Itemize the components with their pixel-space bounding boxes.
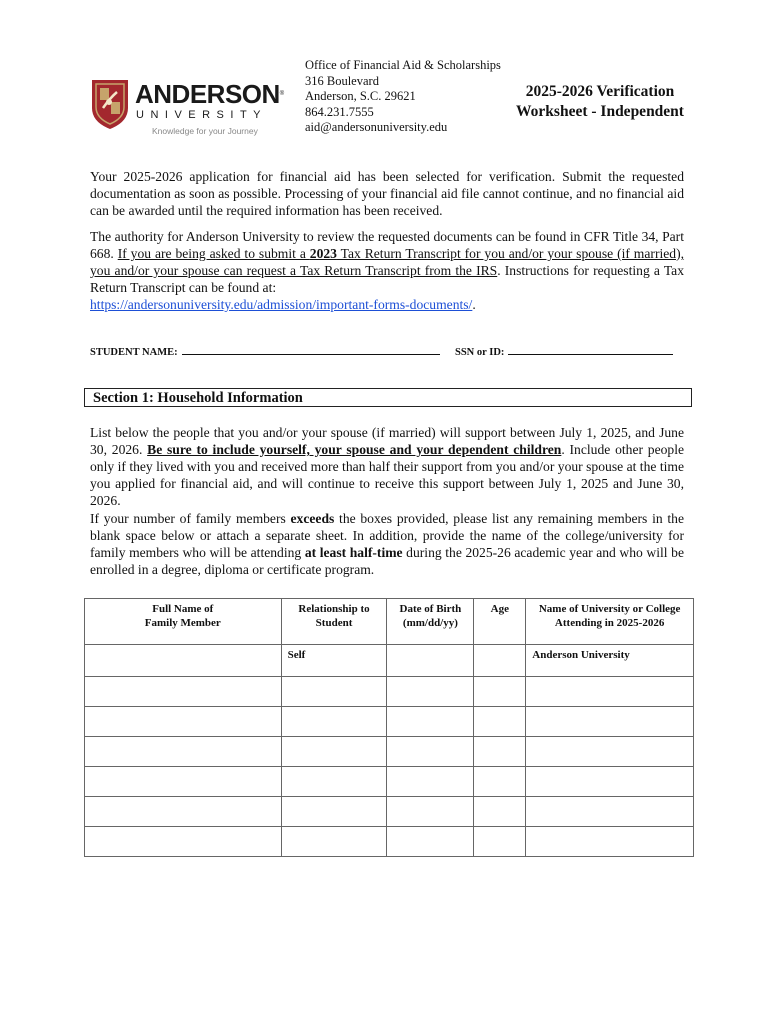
table-row	[85, 677, 694, 707]
cell-date-of-birth[interactable]	[387, 737, 474, 767]
header-full-name: Full Name of Family Member	[85, 599, 282, 645]
header-university: Name of University or College Attending in 2025-2026	[526, 599, 694, 645]
cell-university: Anderson University	[526, 645, 694, 677]
cell-date-of-birth[interactable]	[387, 827, 474, 857]
table-row	[85, 827, 694, 857]
cell-full-name[interactable]	[85, 737, 282, 767]
intro-paragraph: Your 2025-2026 application for financial aid has been selected for verification. Submit the requested documentation as soon as possible. Processing of your financial aid file cannot continue, and no financial aid can be awarded until the required information has been received.	[90, 169, 684, 218]
table-header-row	[85, 599, 694, 645]
section-1-header	[84, 388, 692, 407]
cell-full-name[interactable]	[85, 645, 282, 677]
cell-full-name[interactable]	[85, 797, 282, 827]
office-phone: 864.231.7555	[305, 104, 374, 119]
cell-university[interactable]	[526, 797, 694, 827]
logo-wordmark: ANDERSON®	[135, 79, 284, 109]
cell-relationship: Self	[281, 645, 387, 677]
authority-paragraph: The authority for Anderson University to review the requested documents can be found in CFR Title 34, Part 668. If you are being asked to submit a 2023 Tax Return Transcript for you and/or your spouse (if married), you and/or your spouse can request a Tax Return Transcript from the IRS. Instructions for requesting a Tax Return Transcript can be found at: https://andersonuniversity.edu/admission/important-forms-documents/.	[90, 229, 685, 312]
office-email: aid@andersonuniversity.edu	[305, 120, 448, 134]
cell-age[interactable]	[474, 707, 526, 737]
section-title: Section 1: Household Information	[93, 390, 303, 406]
table-row	[85, 645, 694, 677]
cell-relationship[interactable]	[281, 677, 387, 707]
cell-age[interactable]	[474, 737, 526, 767]
cell-age[interactable]	[474, 827, 526, 857]
table-row	[85, 797, 694, 827]
table-row	[85, 767, 694, 797]
cell-university[interactable]	[526, 677, 694, 707]
office-line: Office of Financial Aid & Scholarships	[305, 58, 501, 72]
office-line: Anderson, S.C. 29621	[305, 89, 416, 103]
ssn-field[interactable]: SSN or ID:	[455, 345, 673, 358]
cell-university[interactable]	[526, 827, 694, 857]
cell-date-of-birth[interactable]	[387, 677, 474, 707]
cell-university[interactable]	[526, 767, 694, 797]
cell-university[interactable]	[526, 707, 694, 737]
forms-documents-link[interactable]: https://andersonuniversity.edu/admission/important-forms-documents/	[90, 297, 473, 312]
cell-age[interactable]	[474, 767, 526, 797]
cell-full-name[interactable]	[85, 827, 282, 857]
cell-age[interactable]	[474, 645, 526, 677]
logo-university: UNIVERSITY	[136, 109, 268, 121]
cell-relationship[interactable]	[281, 737, 387, 767]
shield-crest-icon	[90, 78, 130, 130]
cell-relationship[interactable]	[281, 767, 387, 797]
logo-tagline: Knowledge for your Journey	[152, 126, 258, 136]
household-instructions: List below the people that you and/or your spouse (if married) will support between July 1, 2025, and June 30, 2026. Be sure to include yourself, your spouse and your dependent children. Include other people only if they lived with you and received more than half their support from you and/or your spouse at the time you applied for financial aid, and will continue to receive this support between July 1, 2025 and June 30, 2026.	[90, 425, 685, 508]
cell-age[interactable]	[474, 797, 526, 827]
cell-university[interactable]	[526, 737, 694, 767]
cell-date-of-birth[interactable]	[387, 707, 474, 737]
header-age: Age	[474, 599, 526, 645]
cell-relationship[interactable]	[281, 797, 387, 827]
cell-date-of-birth[interactable]	[387, 645, 474, 677]
anderson-logo	[90, 78, 290, 140]
office-line: 316 Boulevard	[305, 73, 379, 88]
table-row	[85, 737, 694, 767]
cell-relationship[interactable]	[281, 827, 387, 857]
office-address	[305, 58, 501, 136]
cell-full-name[interactable]	[85, 677, 282, 707]
cell-full-name[interactable]	[85, 767, 282, 797]
cell-relationship[interactable]	[281, 707, 387, 737]
cell-age[interactable]	[474, 677, 526, 707]
household-table	[84, 598, 694, 857]
transcript-instruction: If you are being asked to submit a 2023 Tax Return Transcript for you and/or your spouse (if married), you and/or your spouse can request a Tax Return Transcript from the IRS	[90, 246, 685, 278]
student-name-field[interactable]: STUDENT NAME:	[90, 345, 440, 358]
header-relationship: Relationship to Student	[281, 599, 387, 645]
header-date-of-birth: Date of Birth (mm/dd/yy)	[387, 599, 474, 645]
cell-date-of-birth[interactable]	[387, 797, 474, 827]
cell-full-name[interactable]	[85, 707, 282, 737]
document-title: 2025-2026 Verification Worksheet - Independent	[516, 83, 684, 120]
table-row	[85, 707, 694, 737]
cell-date-of-birth[interactable]	[387, 767, 474, 797]
additional-members-instructions: If your number of family members exceeds the boxes provided, please list any remaining members in the blank space below or attach a separate sheet. In addition, provide the name of the college/university for family members who will be attending at least half-time during the 2025-26 academic year and who will be enrolled in a degree, diploma or certificate program.	[90, 511, 684, 577]
